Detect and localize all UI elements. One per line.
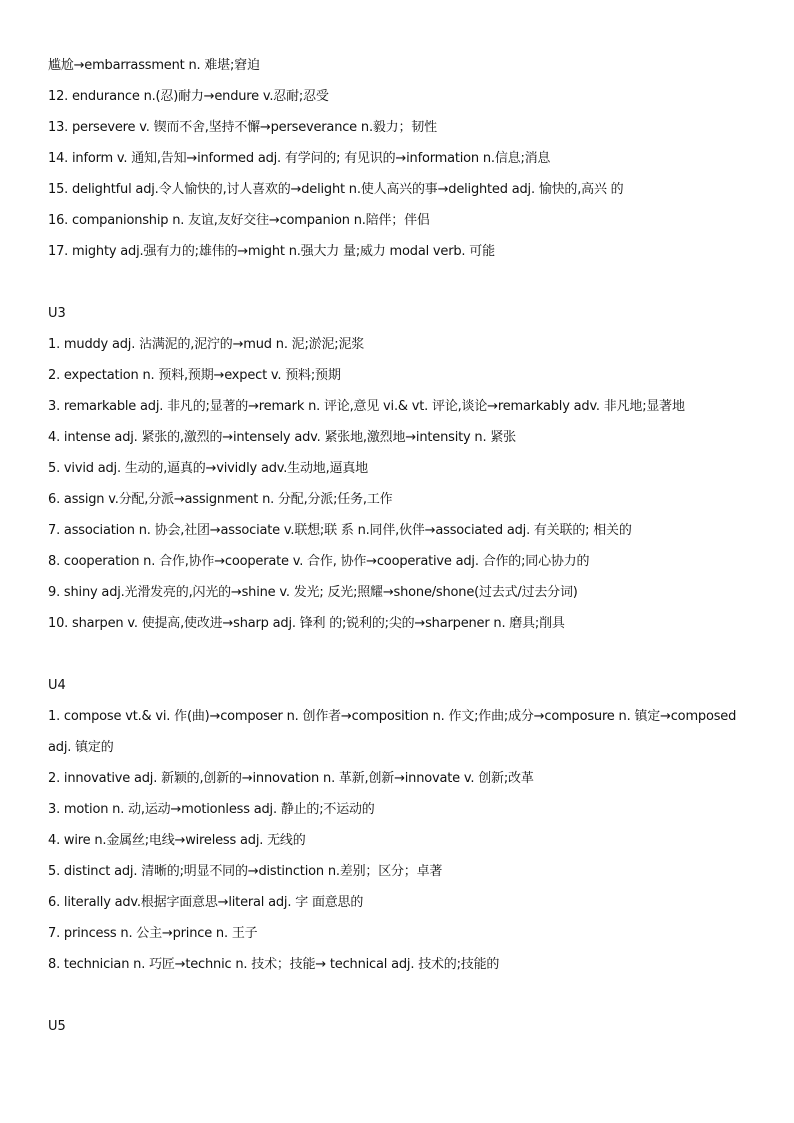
vocab-entry: 7. association n. 协会,社团→associate v.联想;联 系 n.同伴,伙伴→associated adj. 有关联的; 相关的 <box>48 523 632 538</box>
vocab-entry: 1. compose vt.& vi. 作(曲)→composer n. 创作者→composition n. 作文;作曲;成分→composure n. 镇定→composed adj. 镇定的 <box>48 709 737 755</box>
vocab-entry: 16. companionship n. 友谊,友好交往→companion n.陪伴；伴侣 <box>48 213 430 228</box>
unit-heading: U5 <box>48 1019 66 1034</box>
vocab-entry: 8. technician n. 巧匠→technic n. 技术；技能→ technical adj. 技术的;技能的 <box>48 957 500 972</box>
unit-heading: U3 <box>48 306 66 321</box>
document-page <box>48 50 754 1042</box>
vocab-entry: 2. innovative adj. 新颖的,创新的→innovation n. 革新,创新→innovate v. 创新;改革 <box>48 771 534 786</box>
vocab-entry: 5. distinct adj. 清晰的;明显不同的→distinction n.差别；区分；卓著 <box>48 864 443 879</box>
vocab-entry: 6. literally adv.根据字面意思→literal adj. 字 面意思的 <box>48 895 364 910</box>
vocab-entry: 14. inform v. 通知,告知→informed adj. 有学问的; 有见识的→information n.信息;消息 <box>48 151 551 166</box>
vocab-entry: 1. muddy adj. 沾满泥的,泥泞的→mud n. 泥;淤泥;泥浆 <box>48 337 365 352</box>
vocab-entry: 17. mighty adj.强有力的;雄伟的→might n.强大力 量;威力 modal verb. 可能 <box>48 244 495 259</box>
vocab-entry: 4. wire n.金属丝;电线→wireless adj. 无线的 <box>48 833 306 848</box>
blank-line <box>48 267 754 298</box>
vocab-entry: 12. endurance n.(忍)耐力→endure v.忍耐;忍受 <box>48 89 329 104</box>
vocab-entry: 9. shiny adj.光滑发亮的,闪光的→shine v. 发光; 反光;照耀→shone/shone(过去式/过去分词) <box>48 585 578 600</box>
vocab-entry: 3. remarkable adj. 非凡的;显著的→remark n. 评论,意见 vi.& vt. 评论,谈论→remarkably adv. 非凡地;显著地 <box>48 399 685 414</box>
blank-line <box>48 980 754 1011</box>
vocab-entry: 4. intense adj. 紧张的,激烈的→intensely adv. 紧张地,激烈地→intensity n. 紧张 <box>48 430 516 445</box>
vocab-entry: 15. delightful adj.令人愉快的,讨人喜欢的→delight n.使人高兴的事→delighted adj. 愉快的,高兴 的 <box>48 182 624 197</box>
vocab-entry: 6. assign v.分配,分派→assignment n. 分配,分派;任务,工作 <box>48 492 393 507</box>
vocab-entry: 10. sharpen v. 使提高,使改进→sharp adj. 锋利 的;锐利的;尖的→sharpener n. 磨具;削具 <box>48 616 565 631</box>
vocab-entry: 5. vivid adj. 生动的,逼真的→vividly adv.生动地,逼真地 <box>48 461 368 476</box>
vocab-entry: 2. expectation n. 预料,预期→expect v. 预料;预期 <box>48 368 341 383</box>
vocab-entry: 13. persevere v. 锲而不舍,坚持不懈→perseverance n.毅力；韧性 <box>48 120 437 135</box>
vocab-entry: 3. motion n. 动,运动→motionless adj. 静止的;不运动的 <box>48 802 375 817</box>
vocab-entry: 尴尬→embarrassment n. 难堪;窘迫 <box>48 58 260 73</box>
vocab-entry: 7. princess n. 公主→prince n. 王子 <box>48 926 258 941</box>
vocab-entry: 8. cooperation n. 合作,协作→cooperate v. 合作, 协作→cooperative adj. 合作的;同心协力的 <box>48 554 590 569</box>
unit-heading: U4 <box>48 678 66 693</box>
blank-line <box>48 639 754 670</box>
